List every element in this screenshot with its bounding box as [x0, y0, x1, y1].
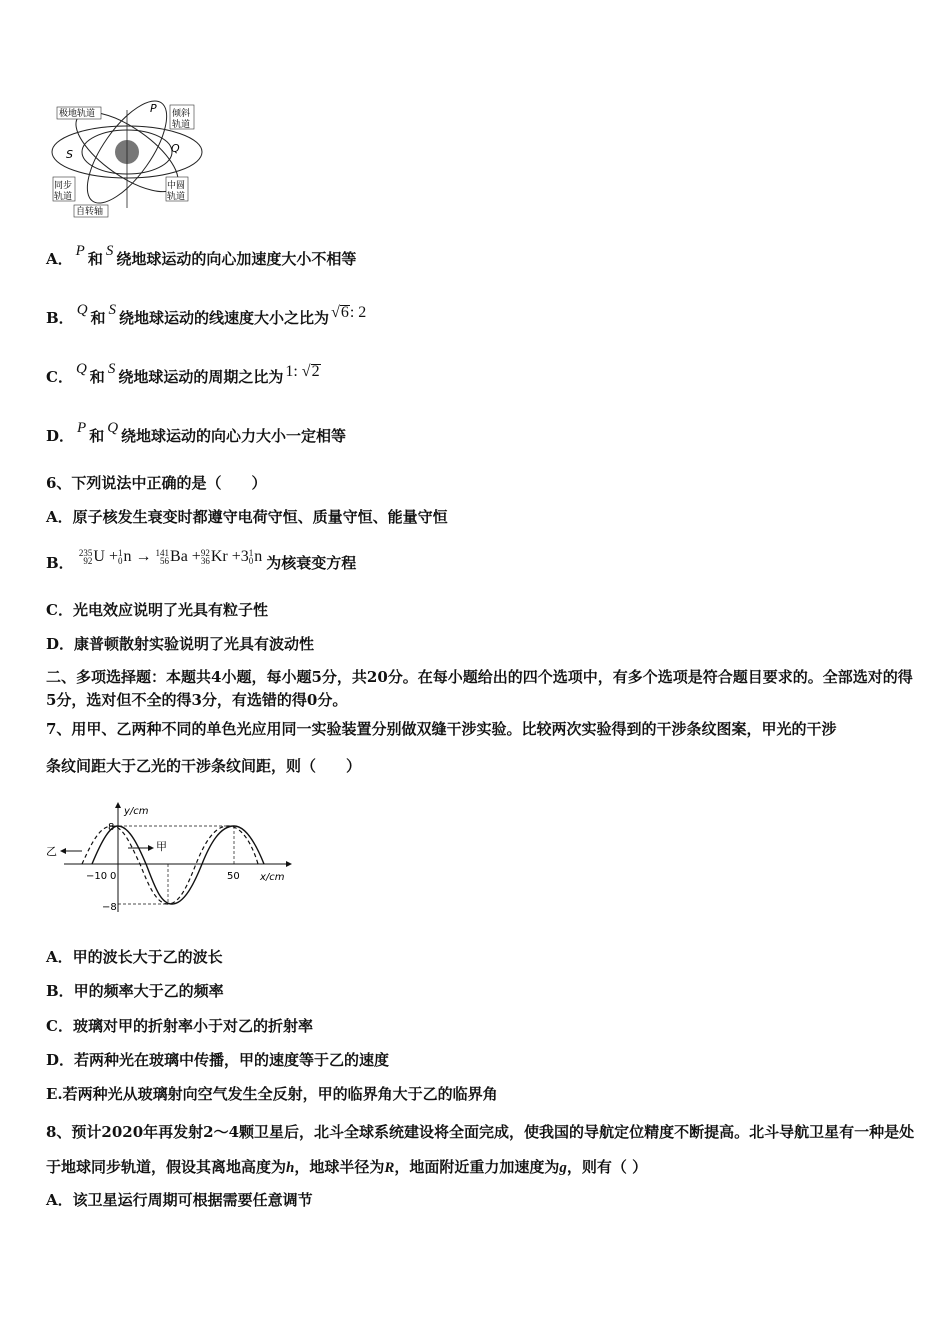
- q5-option-b: B． Q 和 S 绕地球运动的线速度大小之比为 √6: 2: [46, 302, 367, 327]
- q5-option-a: A． P 和 S 绕地球运动的向心加速度大小不相等: [46, 243, 357, 268]
- label-sync-2: 轨道: [54, 192, 73, 202]
- q7-option-c: C．玻璃对甲的折射率小于对乙的折射率: [46, 1017, 313, 1035]
- label-yi: 乙: [46, 845, 57, 858]
- tick-y-bottom: −8: [102, 902, 117, 913]
- tick-x-zero: 0: [110, 871, 117, 882]
- y-axis-label: y/cm: [124, 806, 149, 817]
- tick-y-top: 8: [108, 822, 115, 833]
- q7-option-d: D．若两种光在玻璃中传播，甲的速度等于乙的速度: [46, 1051, 390, 1069]
- q6-option-c: C．光电效应说明了光具有粒子性: [46, 601, 268, 619]
- q8-option-a: A．该卫星运行周期可根据需要任意调节: [46, 1191, 313, 1209]
- tick-x-50: 50: [227, 871, 240, 882]
- label-q: Q: [171, 142, 180, 155]
- wave-yi: [82, 826, 258, 904]
- q7-stem-line2: 条纹间距大于乙光的干涉条纹间距，则（ ）: [46, 757, 362, 775]
- label-sync-1: 同步: [54, 181, 73, 191]
- label-mid-2: 轨道: [167, 192, 186, 202]
- label-incline-2: 轨道: [172, 120, 191, 130]
- q6-option-a: A．原子核发生衰变时都遵守电荷守恒、质量守恒、能量守恒: [46, 508, 448, 526]
- tick-x-neg10: −10: [86, 871, 108, 882]
- q7-option-a: A．甲的波长大于乙的波长: [46, 948, 223, 966]
- q5-option-d: D． P 和 Q 绕地球运动的向心力大小一定相等: [46, 420, 347, 445]
- q6-option-b: B． 235 92 U + 1 0 n → 141 56 Ba + 92 36 Kr +3 1 0 n 为核衰变方程: [46, 548, 357, 572]
- label-axis: 自转轴: [76, 207, 104, 217]
- q5-option-c: C． Q 和 S 绕地球运动的周期之比为 1: √2: [46, 361, 320, 386]
- label-jia: 甲: [156, 840, 167, 853]
- q7-option-b: B．甲的频率大于乙的频率: [46, 982, 224, 1000]
- q7-option-e: E.若两种光从玻璃射向空气发生全反射，甲的临界角大于乙的临界角: [46, 1085, 498, 1103]
- label-mid-1: 中圆: [167, 181, 186, 191]
- q8-stem: 8、预计2020年再发射2～4颗卫星后，北斗全球系统建设将全面完成，使我国的导航定位精度不断提高。北斗导航卫星有一种是处于地球同步轨道，假设其离地高度为h，地球半径为R，地面附近重力加速度为g，则有（ ）: [46, 1123, 915, 1176]
- nuclear-equation: 235 92 U + 1 0 n → 141 56 Ba + 92 36 Kr +3 1 0 n: [78, 548, 263, 567]
- orbit-figure: [50, 100, 210, 220]
- x-axis-label: x/cm: [260, 872, 285, 883]
- q7-stem-line1: 7、用甲、乙两种不同的单色光应用同一实验装置分别做双缝干涉实验。比较两次实验得到的干涉条纹图案，甲光的干涉: [46, 720, 837, 738]
- wave-figure: [44, 800, 294, 920]
- section2-header: 二、多项选择题：本题共4小题，每小题5分，共20分。在每小题给出的四个选项中，有多个选项是符合题目要求的。全部选对的得5分，选对但不全的得3分，有选错的得0分。: [46, 668, 913, 709]
- q6-stem: 6、下列说法中正确的是（ ）: [46, 474, 267, 492]
- label-incline-1: 倾斜: [172, 109, 191, 119]
- label-polar: 极地轨道: [59, 109, 96, 119]
- q6-option-d: D．康普顿散射实验说明了光具有波动性: [46, 635, 315, 653]
- label-s: S: [66, 148, 73, 161]
- label-p: P: [150, 102, 157, 115]
